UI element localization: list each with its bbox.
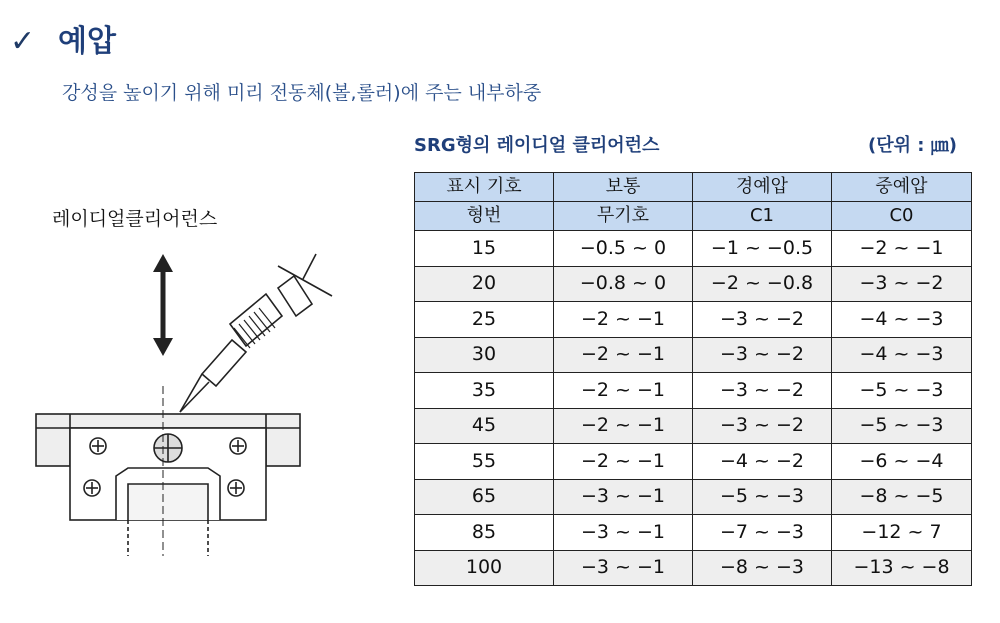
model-number-cell: 85 [415,515,554,551]
header-cell: 무기호 [554,202,693,231]
header-cell: 형번 [415,202,554,231]
clearance-value-cell: −2 ~ −1 [554,408,693,444]
table-title: SRG형의 레이디얼 클리어런스 [414,135,660,156]
clearance-value-cell: −8 ~ −3 [693,550,832,586]
clearance-value-cell: −1 ~ −0.5 [693,231,832,267]
header-cell: 중예압 [832,173,972,202]
clearance-value-cell: −2 ~ −1 [554,444,693,480]
clearance-value-cell: −8 ~ −5 [832,479,972,515]
clearance-value-cell: −13 ~ −8 [832,550,972,586]
clearance-value-cell: −3 ~ −2 [693,337,832,373]
model-number-cell: 20 [415,266,554,302]
table-row [415,266,972,302]
model-number-cell: 25 [415,302,554,338]
model-number-cell: 100 [415,550,554,586]
clearance-value-cell: −5 ~ −3 [693,479,832,515]
table-row [415,337,972,373]
page-subtitle: 강성을 높이기 위해 미리 전동체(볼,롤러)에 주는 내부하중 [62,82,542,104]
model-number-cell: 45 [415,408,554,444]
table-header-row [415,202,972,231]
clearance-value-cell: −4 ~ −2 [693,444,832,480]
clearance-value-cell: −3 ~ −2 [693,373,832,409]
model-number-cell: 35 [415,373,554,409]
page-title: 예압 [58,24,116,59]
header-cell: 표시 기호 [415,173,554,202]
clearance-value-cell: −4 ~ −3 [832,337,972,373]
clearance-value-cell: −3 ~ −2 [693,408,832,444]
clearance-value-cell: −2 ~ −0.8 [693,266,832,302]
linear-guide-illustration [20,236,350,566]
table-row [415,302,972,338]
clearance-value-cell: −3 ~ −1 [554,515,693,551]
clearance-value-cell: −4 ~ −3 [832,302,972,338]
model-number-cell: 65 [415,479,554,515]
clearance-value-cell: −3 ~ −2 [832,266,972,302]
check-icon: ✓ [10,24,36,59]
clearance-value-cell: −0.8 ~ 0 [554,266,693,302]
table-row [415,515,972,551]
clearance-value-cell: −7 ~ −3 [693,515,832,551]
model-number-cell: 30 [415,337,554,373]
header-cell: C1 [693,202,832,231]
table-row [415,479,972,515]
clearance-value-cell: −6 ~ −4 [832,444,972,480]
clearance-value-cell: −12 ~ 7 [832,515,972,551]
clearance-table [414,172,972,586]
clearance-value-cell: −3 ~ −1 [554,550,693,586]
table-row [415,373,972,409]
clearance-value-cell: −3 ~ −1 [554,479,693,515]
clearance-value-cell: −3 ~ −2 [693,302,832,338]
table-row [415,444,972,480]
clearance-value-cell: −0.5 ~ 0 [554,231,693,267]
diagram-label: 레이디얼클리어런스 [52,208,218,230]
dial-gauge-icon [180,254,332,412]
clearance-value-cell: −5 ~ −3 [832,408,972,444]
table-row [415,550,972,586]
header-cell: C0 [832,202,972,231]
clearance-value-cell: −2 ~ −1 [554,337,693,373]
header-cell: 보통 [554,173,693,202]
table-header-row [415,173,972,202]
table-row [415,408,972,444]
table-row [415,231,972,267]
clearance-value-cell: −5 ~ −3 [832,373,972,409]
guide-rail-icon [116,468,220,556]
model-number-cell: 15 [415,231,554,267]
clearance-value-cell: −2 ~ −1 [554,373,693,409]
header-cell: 경예압 [693,173,832,202]
unit-label: (단위 : ㎛) [868,135,957,156]
clearance-value-cell: −2 ~ −1 [554,302,693,338]
clearance-arrow-icon [153,254,173,356]
model-number-cell: 55 [415,444,554,480]
clearance-value-cell: −2 ~ −1 [832,231,972,267]
